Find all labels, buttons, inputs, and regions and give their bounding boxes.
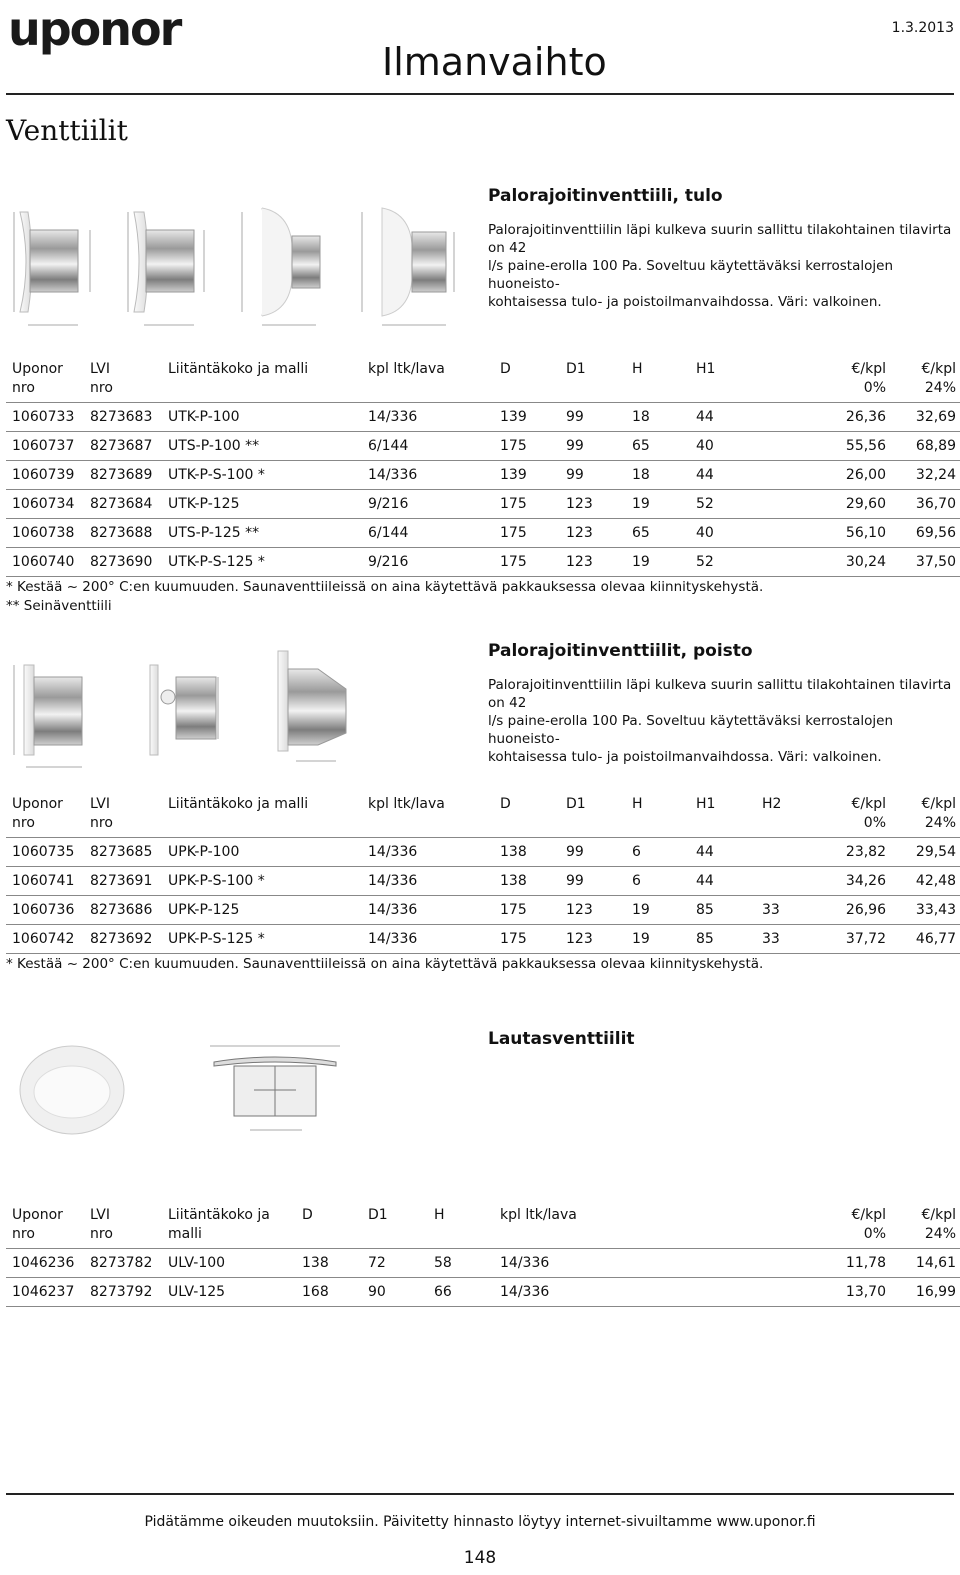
column-header: Liitäntäkoko ja malli (168, 796, 309, 812)
table-cell: 19 (626, 548, 690, 577)
table-cell: 14/336 (362, 925, 494, 954)
section-title: Venttiilit (6, 114, 128, 147)
table-cell: 139 (494, 461, 560, 490)
table-cell: 9/216 (362, 490, 494, 519)
table-cell: 1060742 (6, 925, 84, 954)
table-cell: 26,00 (750, 461, 890, 490)
table-cell: 8273685 (84, 838, 162, 867)
poisto-footnote-1: * Kestää ~ 200° C:en kuumuuden. Saunaventtiileissä on aina käytettävä pakkauksessa olevaa kiinnityskehystä. (6, 956, 764, 972)
table-cell: 16,99 (890, 1278, 960, 1307)
valve-image-utk-s-125 (362, 208, 454, 325)
table-cell: 14/336 (494, 1249, 714, 1278)
table-cell: 11,78 (714, 1249, 890, 1278)
table-cell: 44 (690, 461, 750, 490)
table-row (6, 838, 960, 867)
column-header: €/kpl 24% (921, 796, 956, 831)
column-header: Uponor nro (12, 361, 63, 396)
table-cell: 6 (626, 867, 690, 896)
table-cell: UTK-P-100 (162, 403, 362, 432)
table-cell: 18 (626, 403, 690, 432)
table-cell: 44 (690, 838, 756, 867)
table-header-row (6, 1206, 960, 1249)
table-cell: 99 (560, 403, 626, 432)
table-row (6, 432, 960, 461)
table-cell: UPK-P-125 (162, 896, 362, 925)
table-cell: 1060741 (6, 867, 84, 896)
table-row (6, 548, 960, 577)
column-header: €/kpl 24% (921, 1207, 956, 1242)
table-cell (756, 867, 830, 896)
table-cell: 99 (560, 867, 626, 896)
table-row (6, 1249, 960, 1278)
column-header: D (500, 361, 511, 377)
table-cell: 6 (626, 838, 690, 867)
table-cell: 123 (560, 925, 626, 954)
uponor-logo: uponor (8, 2, 181, 56)
column-header: H1 (696, 361, 716, 377)
poisto-desc-line: Palorajoitinventtiilin läpi kulkeva suurin sallittu tilakohtainen tilavirta on 42 (488, 677, 952, 711)
table-cell: 44 (690, 403, 750, 432)
table-cell: 175 (494, 548, 560, 577)
table-cell: 69,56 (890, 519, 960, 548)
column-header: kpl ltk/lava (500, 1207, 577, 1223)
table-cell: 55,56 (750, 432, 890, 461)
table-cell: 99 (560, 461, 626, 490)
table-cell: UTK-P-S-100 * (162, 461, 362, 490)
table-cell: 66 (428, 1278, 494, 1307)
table-cell: 40 (690, 432, 750, 461)
table-cell: UPK-P-S-100 * (162, 867, 362, 896)
disc-valve-drawing (210, 1046, 340, 1130)
table-row (6, 925, 960, 954)
table-cell: 19 (626, 925, 690, 954)
page-number: 148 (463, 1548, 497, 1568)
footer-note: Pidätämme oikeuden muutoksiin. Päivitetty hinnasto löytyy internet-sivuiltamme www.uponor.fi (144, 1514, 816, 1530)
table-row (6, 519, 960, 548)
tulo-heading: Palorajoitinventtiili, tulo (488, 186, 723, 206)
table-cell: 99 (560, 432, 626, 461)
table-cell: 32,69 (890, 403, 960, 432)
table-cell: 1060735 (6, 838, 84, 867)
table-cell: 1060734 (6, 490, 84, 519)
table-cell: 8273687 (84, 432, 162, 461)
table-row (6, 403, 960, 432)
table-cell: 8273688 (84, 519, 162, 548)
table-cell: 18 (626, 461, 690, 490)
table-cell: 123 (560, 519, 626, 548)
table-cell: 44 (690, 867, 756, 896)
table-cell: 52 (690, 548, 750, 577)
table-cell: 19 (626, 490, 690, 519)
table-cell: 14/336 (362, 403, 494, 432)
table-cell: 175 (494, 432, 560, 461)
table-cell: 6/144 (362, 432, 494, 461)
column-header: €/kpl 0% (851, 1207, 886, 1242)
table-cell: 14/336 (362, 838, 494, 867)
table-cell: 8273683 (84, 403, 162, 432)
table-cell: 8273691 (84, 867, 162, 896)
column-header: LVI nro (90, 1207, 113, 1242)
table-cell (756, 838, 830, 867)
valve-image-utk (14, 212, 90, 325)
table-cell: 65 (626, 519, 690, 548)
tulo-footnote-2: ** Seinäventtiili (6, 598, 112, 614)
column-header: Uponor nro (12, 796, 63, 831)
table-cell: UPK-P-S-125 * (162, 925, 362, 954)
table-cell: 123 (560, 548, 626, 577)
table-cell: 26,96 (830, 896, 890, 925)
table-cell: UTS-P-125 ** (162, 519, 362, 548)
column-header: H (632, 796, 643, 812)
table-cell: 123 (560, 896, 626, 925)
table-cell: 32,24 (890, 461, 960, 490)
table-cell: 65 (626, 432, 690, 461)
column-header: H (632, 361, 643, 377)
table-cell: 23,82 (830, 838, 890, 867)
poisto-heading: Palorajoitinventtiilit, poisto (488, 641, 753, 661)
column-header: LVI nro (90, 796, 113, 831)
tulo-desc-line: kohtaisessa tulo- ja poistoilmanvaihdossa. Väri: valkoinen. (488, 294, 882, 310)
table-cell: 1060740 (6, 548, 84, 577)
table-cell: 8273684 (84, 490, 162, 519)
tulo-product-images (6, 200, 466, 335)
column-header: D1 (566, 361, 586, 377)
table-cell: 37,72 (830, 925, 890, 954)
table-row (6, 461, 960, 490)
table-cell: 19 (626, 896, 690, 925)
table-cell: 8273686 (84, 896, 162, 925)
poisto-description (488, 676, 956, 766)
table-cell: 85 (690, 925, 756, 954)
table-cell: 8273792 (84, 1278, 162, 1307)
table-cell: 1060739 (6, 461, 84, 490)
column-header: D (500, 796, 511, 812)
table-cell: 175 (494, 925, 560, 954)
column-header: D (302, 1207, 313, 1223)
table-row (6, 867, 960, 896)
table-cell: 8273689 (84, 461, 162, 490)
column-header: Liitäntäkoko ja malli (168, 1207, 270, 1242)
table-cell: 138 (494, 867, 560, 896)
column-header: €/kpl 0% (851, 796, 886, 831)
poisto-price-table (6, 795, 960, 954)
table-cell: 85 (690, 896, 756, 925)
table-cell: 26,36 (750, 403, 890, 432)
lautas-price-table (6, 1206, 960, 1307)
table-cell: 33,43 (890, 896, 960, 925)
column-header: kpl ltk/lava (368, 361, 445, 377)
table-cell: 9/216 (362, 548, 494, 577)
table-cell: 29,60 (750, 490, 890, 519)
valve-image-upk-s (150, 665, 218, 755)
table-cell: ULV-100 (162, 1249, 296, 1278)
table-cell: 14,61 (890, 1249, 960, 1278)
table-row (6, 1278, 960, 1307)
table-cell: 8273782 (84, 1249, 162, 1278)
lautas-heading: Lautasventtiilit (488, 1029, 635, 1049)
table-cell: 14/336 (362, 461, 494, 490)
table-cell: 1060736 (6, 896, 84, 925)
column-header: D1 (368, 1207, 388, 1223)
footer-divider (6, 1493, 954, 1495)
table-cell: 14/336 (362, 867, 494, 896)
poisto-desc-line: kohtaisessa tulo- ja poistoilmanvaihdossa. Väri: valkoinen. (488, 749, 882, 765)
table-cell: 1060733 (6, 403, 84, 432)
date: 1.3.2013 (891, 20, 954, 36)
table-cell: 36,70 (890, 490, 960, 519)
column-header: Liitäntäkoko ja malli (168, 361, 309, 377)
table-header-row (6, 795, 960, 838)
table-cell: 58 (428, 1249, 494, 1278)
table-cell: UTS-P-100 ** (162, 432, 362, 461)
table-cell: 14/336 (362, 896, 494, 925)
table-cell: 175 (494, 490, 560, 519)
tulo-description (488, 221, 956, 311)
table-cell: 1060738 (6, 519, 84, 548)
disc-valve-photo (20, 1046, 124, 1134)
table-cell: 1046237 (6, 1278, 84, 1307)
table-cell: 175 (494, 896, 560, 925)
column-header: H1 (696, 796, 716, 812)
poisto-desc-line: l/s paine-erolla 100 Pa. Soveltuu käytettäväksi kerrostalojen huoneisto- (488, 713, 893, 747)
table-cell: 6/144 (362, 519, 494, 548)
table-cell: 8273690 (84, 548, 162, 577)
table-cell: 33 (756, 896, 830, 925)
table-cell: 52 (690, 490, 750, 519)
column-header: €/kpl 24% (921, 361, 956, 396)
table-cell: 1046236 (6, 1249, 84, 1278)
column-header: LVI nro (90, 361, 113, 396)
table-cell: 1060737 (6, 432, 84, 461)
page-title: Ilmanvaihto (382, 40, 607, 84)
table-cell: 68,89 (890, 432, 960, 461)
table-cell: UPK-P-100 (162, 838, 362, 867)
tulo-desc-line: l/s paine-erolla 100 Pa. Soveltuu käytettäväksi kerrostalojen huoneisto- (488, 258, 893, 292)
column-header: H (434, 1207, 445, 1223)
table-cell: 90 (362, 1278, 428, 1307)
table-cell: 14/336 (494, 1278, 714, 1307)
tulo-price-table (6, 360, 960, 577)
tulo-footnote-1: * Kestää ~ 200° C:en kuumuuden. Saunaventtiileissä on aina käytettävä pakkauksessa olevaa kiinnityskehystä. (6, 579, 764, 595)
table-cell: 42,48 (890, 867, 960, 896)
table-row (6, 490, 960, 519)
table-cell: 13,70 (714, 1278, 890, 1307)
table-cell: 138 (494, 838, 560, 867)
header-divider (6, 93, 954, 95)
table-cell: 99 (560, 838, 626, 867)
valve-image-utk-s (242, 208, 320, 325)
table-cell: 138 (296, 1249, 362, 1278)
table-cell: 56,10 (750, 519, 890, 548)
table-cell: 168 (296, 1278, 362, 1307)
table-cell: 8273692 (84, 925, 162, 954)
table-cell: 139 (494, 403, 560, 432)
table-cell: 175 (494, 519, 560, 548)
table-header-row (6, 360, 960, 403)
column-header: kpl ltk/lava (368, 796, 445, 812)
valve-image-upk-125 (278, 651, 346, 761)
table-cell: ULV-125 (162, 1278, 296, 1307)
column-header: D1 (566, 796, 586, 812)
table-cell: 33 (756, 925, 830, 954)
valve-image-upk (14, 665, 82, 767)
column-header: Uponor nro (12, 1207, 63, 1242)
table-cell: 29,54 (890, 838, 960, 867)
table-cell: UTK-P-S-125 * (162, 548, 362, 577)
table-cell: 40 (690, 519, 750, 548)
table-cell: 37,50 (890, 548, 960, 577)
table-cell: UTK-P-125 (162, 490, 362, 519)
table-cell: 30,24 (750, 548, 890, 577)
poisto-product-images (6, 645, 366, 775)
table-cell: 34,26 (830, 867, 890, 896)
valve-image-uts (128, 212, 204, 325)
lautas-product-images (10, 1030, 360, 1150)
table-cell: 123 (560, 490, 626, 519)
tulo-desc-line: Palorajoitinventtiilin läpi kulkeva suurin sallittu tilakohtainen tilavirta on 42 (488, 222, 952, 256)
table-row (6, 896, 960, 925)
table-cell: 72 (362, 1249, 428, 1278)
column-header: H2 (762, 796, 782, 812)
table-cell: 46,77 (890, 925, 960, 954)
column-header: €/kpl 0% (851, 361, 886, 396)
